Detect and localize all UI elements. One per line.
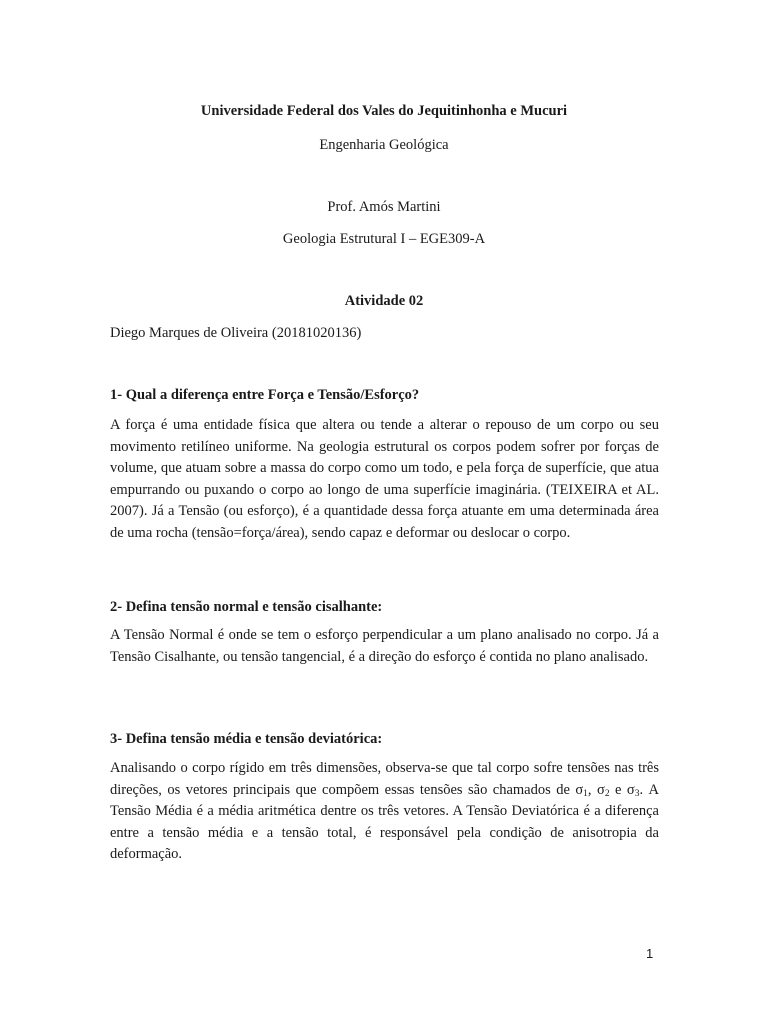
question-1-answer: A força é uma entidade física que altera ou tende a alterar o repouso de um corpo ou seu movimento retilíneo uniforme. Na geologia estrutural os corpos podem sofrer por forças de volume, que atuam sobre a massa do corpo como um todo, e pela força de superfície, que atua empurrando ou puxando o corpo ao longo de uma superfície imaginária. (TEIXEIRA et AL. 2007). Já a Tensão (ou esforço), é a quantidade dessa força atuante em uma determinada área de uma rocha (tensão=força/área), sendo capaz e deformar ou deslocar o corpo.	[110, 417, 659, 541]
activity-title: Atividade 02	[344, 293, 424, 309]
question-3-title: 3- Defina tensão média e tensão deviatórica:	[110, 731, 383, 747]
question-2-title: 2- Defina tensão normal e tensão cisalhante:	[110, 599, 383, 615]
course-name: Engenharia Geológica	[319, 137, 449, 153]
professor-name: Prof. Amós Martini	[327, 199, 441, 215]
university-name: Universidade Federal dos Vales do Jequitinhonha e Mucuri	[200, 103, 568, 119]
question-1-title: 1- Qual a diferença entre Força e Tensão/Esforço?	[110, 387, 420, 403]
student-name: Diego Marques de Oliveira (20181020136)	[110, 325, 362, 341]
question-2-answer: A Tensão Normal é onde se tem o esforço perpendicular a um plano analisado no corpo. Já a Tensão Cisalhante, ou tensão tangencial, é a direção do esforço é contida no plano analisado.	[110, 627, 659, 665]
question-3-answer: Analisando o corpo rígido em três dimensões, observa-se que tal corpo sofre tensões nas três direções, os vetores principais que compõem essas tensões são chamados de $\sigma_1$, $\sigma_2$ e $\sigma_3$. A Tensão Média é a média aritmética dentre os três vetores. A Tensão Deviatórica é a diferença entre a tensão média e a tensão total, é responsável pela condição de anisotropia da deformação.	[110, 760, 660, 862]
subject-name: Geologia Estrutural I – EGE309-A	[282, 231, 486, 247]
page-number: 1	[646, 946, 654, 961]
